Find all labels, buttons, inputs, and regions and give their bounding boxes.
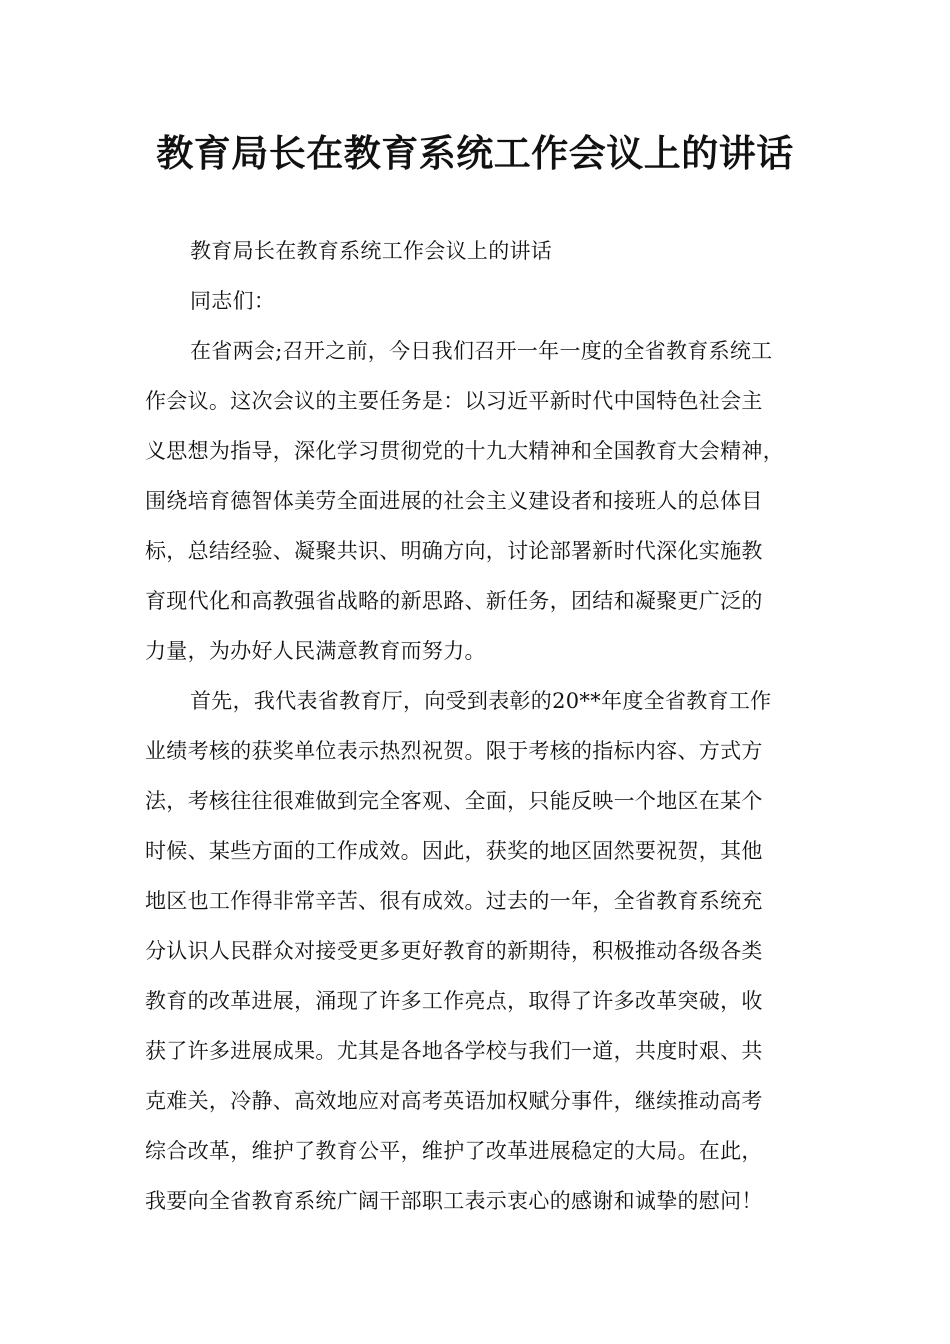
paragraph-line: 义思想为指导，深化学习贯彻党的十九大精神和全国教育大会精神， [145, 439, 784, 463]
paragraph-line: 时候、某些方面的工作成效。因此，获奖的地区固然要祝贺，其他 [145, 839, 763, 863]
paragraph-line: 业绩考核的获奖单位表示热烈祝贺。限于考核的指标内容、方式方 [145, 739, 763, 763]
paragraph-line: 我要向全省教育系统广阔干部职工表示衷心的感谢和诚挚的慰问！ [145, 1189, 763, 1213]
document-subtitle: 教育局长在教育系统工作会议上的讲话 [190, 239, 553, 263]
paragraph-line: 育现代化和高教强省战略的新思路、新任务，团结和凝聚更广泛的 [145, 589, 763, 613]
paragraph-line: 首先，我代表省教育厅，向受到表彰的20**年度全省教育工作 [190, 689, 772, 713]
paragraph-line: 作会议。这次会议的主要任务是：以习近平新时代中国特色社会主 [145, 389, 763, 413]
document-title: 教育局长在教育系统工作会议上的讲话 [156, 132, 794, 175]
paragraph-line: 围绕培育德智体美劳全面进展的社会主义建设者和接班人的总体目 [145, 489, 763, 513]
paragraph-line: 综合改革，维护了教育公平，维护了改革进展稳定的大局。在此， [145, 1139, 763, 1163]
paragraph-line: 标，总结经验、凝聚共识、明确方向，讨论部署新时代深化实施教 [145, 539, 763, 563]
paragraph-line: 地区也工作得非常辛苦、很有成效。过去的一年，全省教育系统充 [145, 889, 763, 913]
paragraph-line: 力量，为办好人民满意教育而努力。 [145, 639, 486, 663]
salutation: 同志们： [190, 289, 276, 313]
paragraph-line: 克难关，冷静、高效地应对高考英语加权赋分事件，继续推动高考 [145, 1089, 763, 1113]
paragraph-line: 在省两会;召开之前，今日我们召开一年一度的全省教育系统工 [190, 339, 773, 363]
paragraph-line: 教育的改革进展，涌现了许多工作亮点，取得了许多改革突破，收 [145, 989, 763, 1013]
paragraph-line: 分认识人民群众对接受更多更好教育的新期待，积极推动各级各类 [145, 939, 763, 963]
paragraph-line: 获了许多进展成果。尤其是各地各学校与我们一道，共度时艰、共 [145, 1039, 763, 1063]
paragraph-line: 法，考核往往很难做到完全客观、全面，只能反映一个地区在某个 [145, 789, 763, 813]
